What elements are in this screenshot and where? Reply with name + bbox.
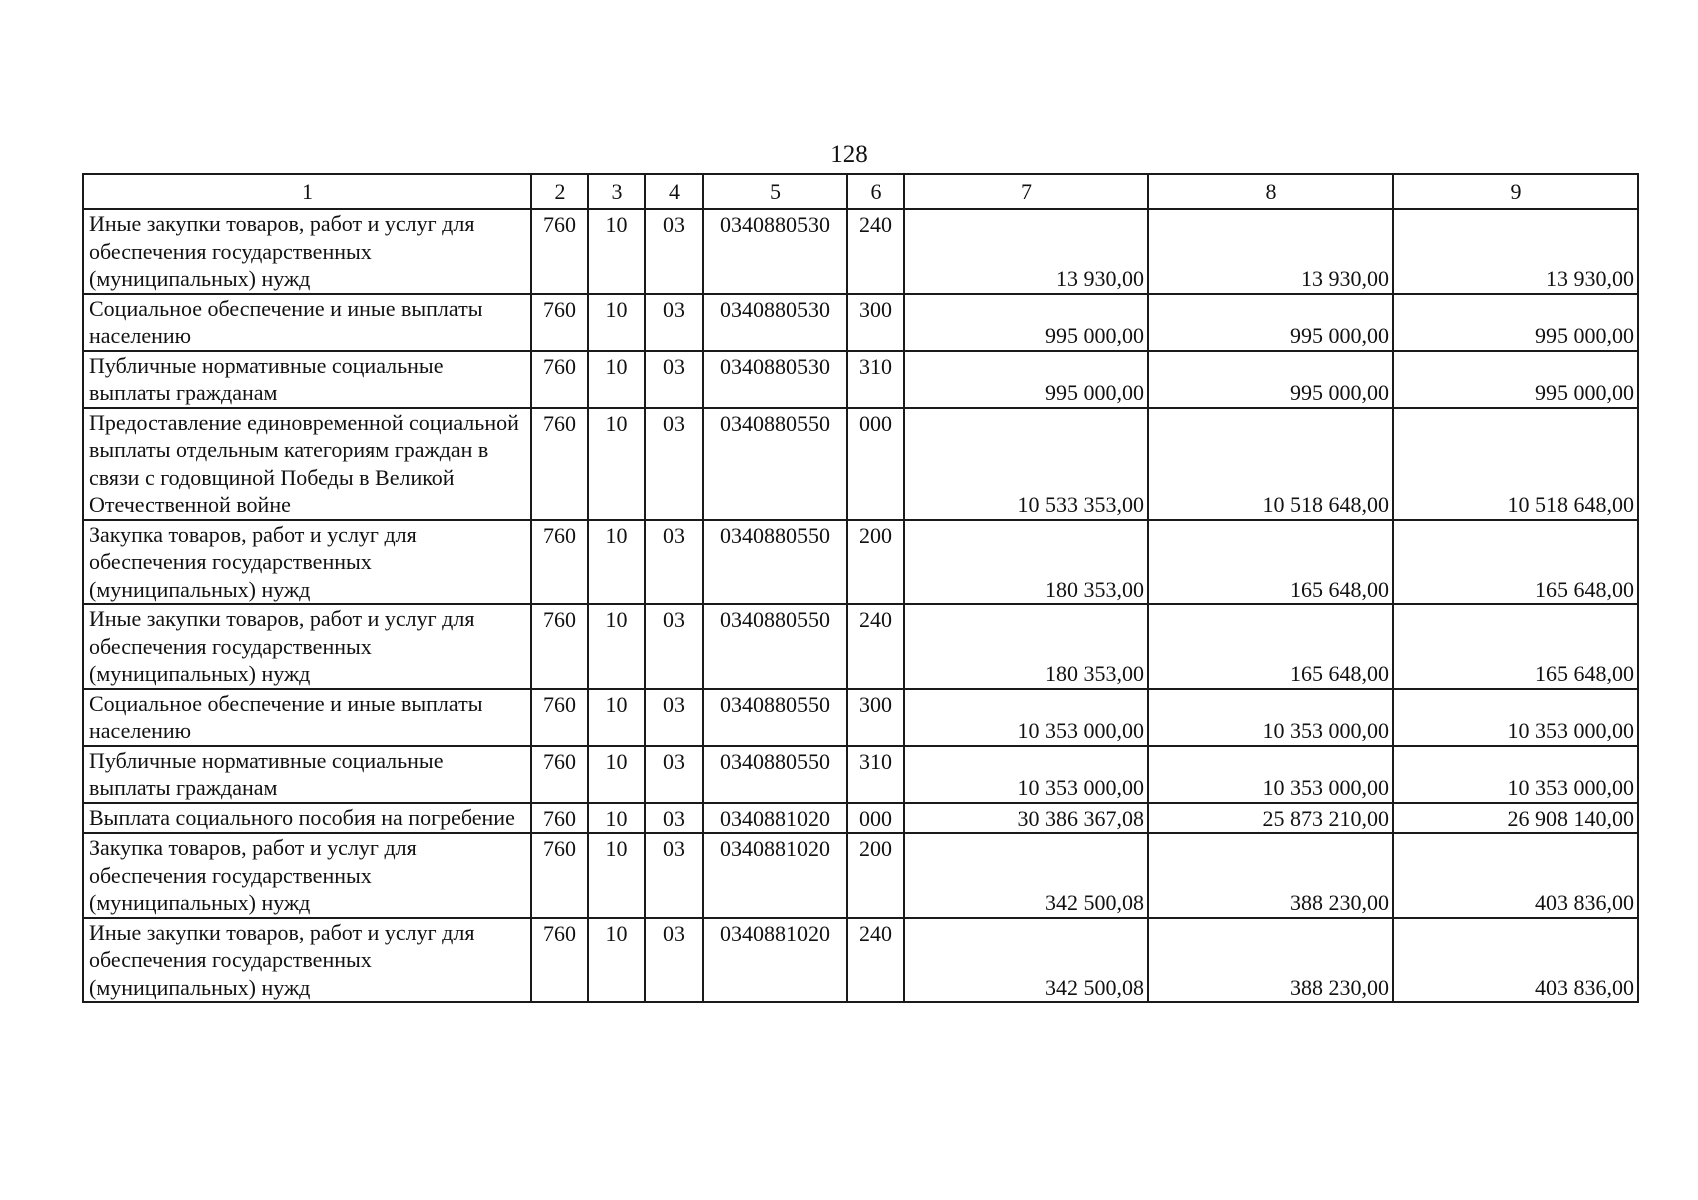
amount-cell: 165 648,00 bbox=[1148, 520, 1393, 605]
table-row bbox=[83, 803, 1638, 834]
column-header: 2 bbox=[531, 174, 588, 209]
amount-cell: 165 648,00 bbox=[1393, 604, 1638, 689]
code-cell: 10 bbox=[588, 209, 645, 294]
code-cell: 10 bbox=[588, 604, 645, 689]
code-cell: 200 bbox=[847, 520, 904, 605]
amount-cell: 10 353 000,00 bbox=[1148, 746, 1393, 803]
column-header: 3 bbox=[588, 174, 645, 209]
code-cell: 10 bbox=[588, 746, 645, 803]
code-cell: 0340880550 bbox=[703, 689, 847, 746]
amount-cell: 342 500,08 bbox=[904, 833, 1148, 918]
code-cell: 760 bbox=[531, 294, 588, 351]
column-header: 7 bbox=[904, 174, 1148, 209]
amount-cell: 388 230,00 bbox=[1148, 833, 1393, 918]
code-cell: 10 bbox=[588, 351, 645, 408]
item-name: Иные закупки товаров, работ и услуг для обеспечения государственных (муниципальных) нужд bbox=[83, 918, 531, 1003]
amount-cell: 995 000,00 bbox=[1393, 294, 1638, 351]
amount-cell: 165 648,00 bbox=[1148, 604, 1393, 689]
code-cell: 10 bbox=[588, 918, 645, 1003]
amount-cell: 13 930,00 bbox=[904, 209, 1148, 294]
code-cell: 03 bbox=[645, 833, 703, 918]
amount-cell: 403 836,00 bbox=[1393, 833, 1638, 918]
table-row bbox=[83, 746, 1638, 803]
table-row bbox=[83, 604, 1638, 689]
code-cell: 760 bbox=[531, 689, 588, 746]
code-cell: 200 bbox=[847, 833, 904, 918]
code-cell: 240 bbox=[847, 604, 904, 689]
amount-cell: 995 000,00 bbox=[904, 351, 1148, 408]
code-cell: 03 bbox=[645, 918, 703, 1003]
amount-cell: 403 836,00 bbox=[1393, 918, 1638, 1003]
column-header: 4 bbox=[645, 174, 703, 209]
amount-cell: 10 353 000,00 bbox=[1393, 689, 1638, 746]
table-row bbox=[83, 833, 1638, 918]
amount-cell: 10 353 000,00 bbox=[904, 689, 1148, 746]
amount-cell: 10 353 000,00 bbox=[904, 746, 1148, 803]
item-name: Публичные нормативные социальные выплаты гражданам bbox=[83, 746, 531, 803]
item-name: Предоставление единовременной социальной выплаты отдельным категориям граждан в связи с годовщиной Победы в Великой Отечественной войне bbox=[83, 408, 531, 520]
code-cell: 03 bbox=[645, 689, 703, 746]
amount-cell: 25 873 210,00 bbox=[1148, 803, 1393, 834]
code-cell: 760 bbox=[531, 918, 588, 1003]
code-cell: 10 bbox=[588, 294, 645, 351]
code-cell: 760 bbox=[531, 351, 588, 408]
column-header: 5 bbox=[703, 174, 847, 209]
column-header: 6 bbox=[847, 174, 904, 209]
code-cell: 10 bbox=[588, 803, 645, 834]
amount-cell: 995 000,00 bbox=[1148, 351, 1393, 408]
code-cell: 760 bbox=[531, 604, 588, 689]
code-cell: 0340880550 bbox=[703, 408, 847, 520]
amount-cell: 30 386 367,08 bbox=[904, 803, 1148, 834]
code-cell: 240 bbox=[847, 209, 904, 294]
code-cell: 310 bbox=[847, 746, 904, 803]
table-row bbox=[83, 520, 1638, 605]
header-row bbox=[83, 174, 1638, 209]
item-name: Социальное обеспечение и иные выплаты населению bbox=[83, 294, 531, 351]
table-row bbox=[83, 351, 1638, 408]
code-cell: 03 bbox=[645, 294, 703, 351]
code-cell: 000 bbox=[847, 803, 904, 834]
amount-cell: 180 353,00 bbox=[904, 604, 1148, 689]
code-cell: 0340880530 bbox=[703, 209, 847, 294]
item-name: Иные закупки товаров, работ и услуг для обеспечения государственных (муниципальных) нужд bbox=[83, 209, 531, 294]
page-number: 128 bbox=[830, 141, 868, 168]
code-cell: 000 bbox=[847, 408, 904, 520]
code-cell: 10 bbox=[588, 520, 645, 605]
table-row bbox=[83, 209, 1638, 294]
amount-cell: 26 908 140,00 bbox=[1393, 803, 1638, 834]
code-cell: 03 bbox=[645, 408, 703, 520]
item-name: Публичные нормативные социальные выплаты гражданам bbox=[83, 351, 531, 408]
code-cell: 760 bbox=[531, 803, 588, 834]
amount-cell: 342 500,08 bbox=[904, 918, 1148, 1003]
code-cell: 300 bbox=[847, 294, 904, 351]
amount-cell: 10 518 648,00 bbox=[1148, 408, 1393, 520]
item-name: Иные закупки товаров, работ и услуг для обеспечения государственных (муниципальных) нужд bbox=[83, 604, 531, 689]
item-name: Закупка товаров, работ и услуг для обеспечения государственных (муниципальных) нужд bbox=[83, 520, 531, 605]
budget-table bbox=[82, 173, 1639, 1003]
code-cell: 760 bbox=[531, 408, 588, 520]
code-cell: 10 bbox=[588, 833, 645, 918]
code-cell: 0340880550 bbox=[703, 520, 847, 605]
code-cell: 0340881020 bbox=[703, 833, 847, 918]
code-cell: 0340881020 bbox=[703, 918, 847, 1003]
code-cell: 0340880530 bbox=[703, 351, 847, 408]
code-cell: 03 bbox=[645, 520, 703, 605]
table-row bbox=[83, 408, 1638, 520]
amount-cell: 13 930,00 bbox=[1148, 209, 1393, 294]
code-cell: 10 bbox=[588, 408, 645, 520]
code-cell: 03 bbox=[645, 746, 703, 803]
amount-cell: 165 648,00 bbox=[1393, 520, 1638, 605]
code-cell: 0340880550 bbox=[703, 746, 847, 803]
code-cell: 760 bbox=[531, 520, 588, 605]
code-cell: 0340881020 bbox=[703, 803, 847, 834]
code-cell: 10 bbox=[588, 689, 645, 746]
amount-cell: 180 353,00 bbox=[904, 520, 1148, 605]
code-cell: 0340880530 bbox=[703, 294, 847, 351]
code-cell: 03 bbox=[645, 803, 703, 834]
table-row bbox=[83, 918, 1638, 1003]
code-cell: 300 bbox=[847, 689, 904, 746]
amount-cell: 995 000,00 bbox=[1393, 351, 1638, 408]
code-cell: 03 bbox=[645, 209, 703, 294]
item-name: Социальное обеспечение и иные выплаты населению bbox=[83, 689, 531, 746]
code-cell: 760 bbox=[531, 209, 588, 294]
amount-cell: 10 533 353,00 bbox=[904, 408, 1148, 520]
amount-cell: 13 930,00 bbox=[1393, 209, 1638, 294]
amount-cell: 995 000,00 bbox=[904, 294, 1148, 351]
code-cell: 760 bbox=[531, 746, 588, 803]
amount-cell: 10 353 000,00 bbox=[1148, 689, 1393, 746]
item-name: Закупка товаров, работ и услуг для обеспечения государственных (муниципальных) нужд bbox=[83, 833, 531, 918]
code-cell: 760 bbox=[531, 833, 588, 918]
item-name: Выплата социального пособия на погребение bbox=[83, 803, 531, 834]
amount-cell: 10 353 000,00 bbox=[1393, 746, 1638, 803]
table-row bbox=[83, 689, 1638, 746]
table-row bbox=[83, 294, 1638, 351]
amount-cell: 388 230,00 bbox=[1148, 918, 1393, 1003]
amount-cell: 10 518 648,00 bbox=[1393, 408, 1638, 520]
code-cell: 03 bbox=[645, 351, 703, 408]
column-header: 9 bbox=[1393, 174, 1638, 209]
column-header: 1 bbox=[83, 174, 531, 209]
code-cell: 03 bbox=[645, 604, 703, 689]
column-header: 8 bbox=[1148, 174, 1393, 209]
amount-cell: 995 000,00 bbox=[1148, 294, 1393, 351]
code-cell: 0340880550 bbox=[703, 604, 847, 689]
code-cell: 240 bbox=[847, 918, 904, 1003]
code-cell: 310 bbox=[847, 351, 904, 408]
